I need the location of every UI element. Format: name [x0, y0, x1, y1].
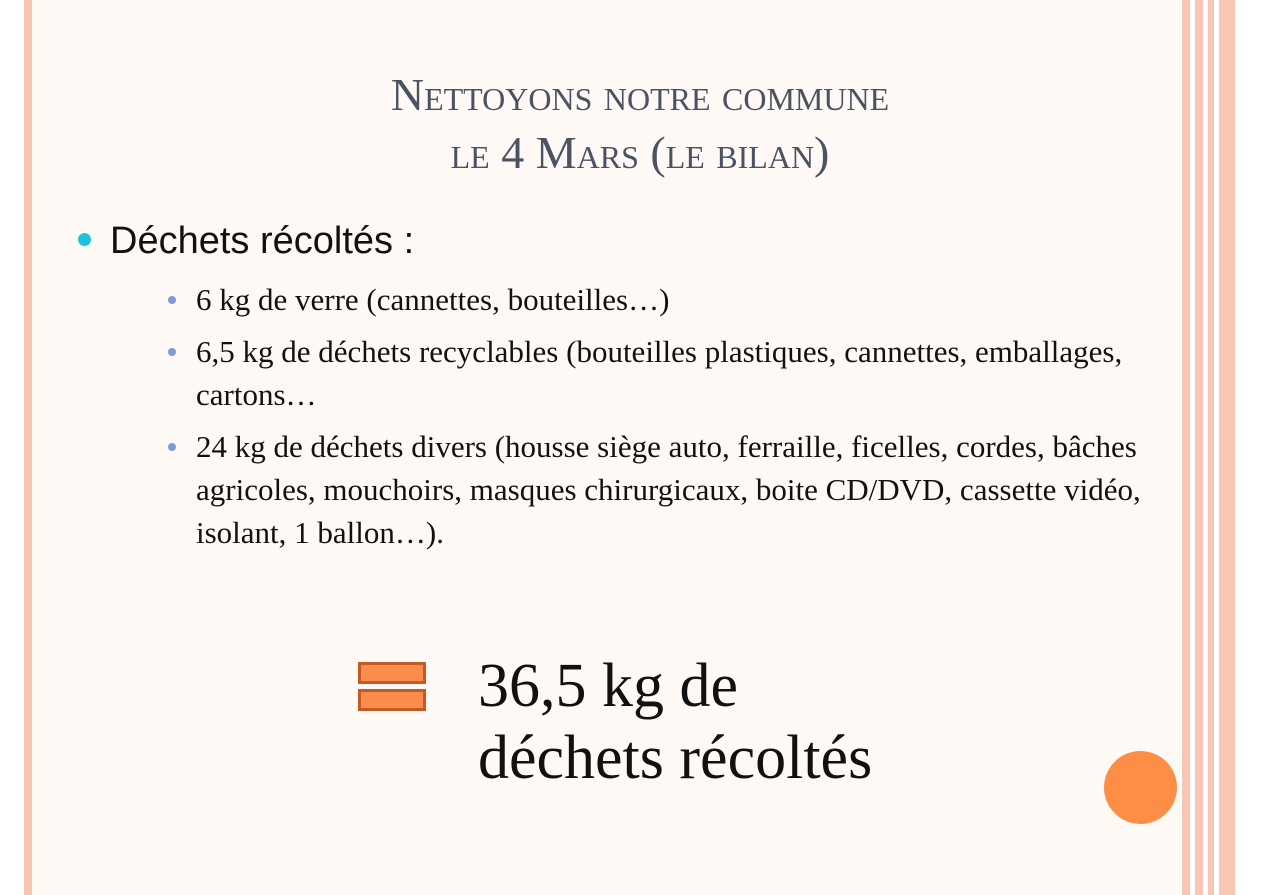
- right-stripe-4: [1219, 0, 1235, 895]
- sub-bullet-item: [78, 425, 1193, 554]
- title-line-2: le 4 Mars (le bilan): [450, 127, 830, 178]
- left-stripe: [24, 0, 32, 895]
- sub-bullet-dot-icon: [168, 296, 176, 304]
- sub-bullet-text: 6 kg de verre (cannettes, bouteilles…): [196, 282, 670, 317]
- title-line-1: Nettoyons notre commune: [390, 69, 890, 120]
- sub-bullet-text: 6,5 kg de déchets recyclables (bouteilles plastiques, cannettes, emballages, cartons…: [196, 334, 1123, 412]
- total-text: [478, 650, 872, 794]
- sub-bullet-item: [78, 278, 1193, 321]
- total-line-1: 36,5 kg de: [478, 652, 739, 720]
- slide-title: [250, 66, 1030, 182]
- bullet-dot-icon: [78, 233, 91, 246]
- equals-bar-bottom: [358, 689, 426, 711]
- bullet-list: [78, 218, 1193, 563]
- sub-bullet-dot-icon: [168, 443, 176, 451]
- equals-sign-icon: [358, 662, 426, 712]
- sub-bullet-text: 24 kg de déchets divers (housse siège auto, ferraille, ficelles, cordes, bâches agricoles, mouchoirs, masques chirurgicaux, boite CD/DVD, cassette vidéo, isolant, 1 ballon…).: [196, 429, 1141, 550]
- bullet-heading: Déchets récoltés :: [110, 220, 415, 262]
- left-border: [0, 0, 24, 895]
- sub-bullet-list: [78, 278, 1193, 554]
- sub-bullet-item: [78, 330, 1193, 416]
- total-line-2: déchets récoltés: [478, 724, 873, 792]
- right-stripe-3: [1208, 0, 1214, 895]
- main-bullet: [78, 218, 1193, 264]
- equals-bar-top: [358, 662, 426, 684]
- sub-bullet-dot-icon: [168, 348, 176, 356]
- decorative-circle-icon: [1104, 751, 1177, 824]
- right-stripe-2: [1195, 0, 1203, 895]
